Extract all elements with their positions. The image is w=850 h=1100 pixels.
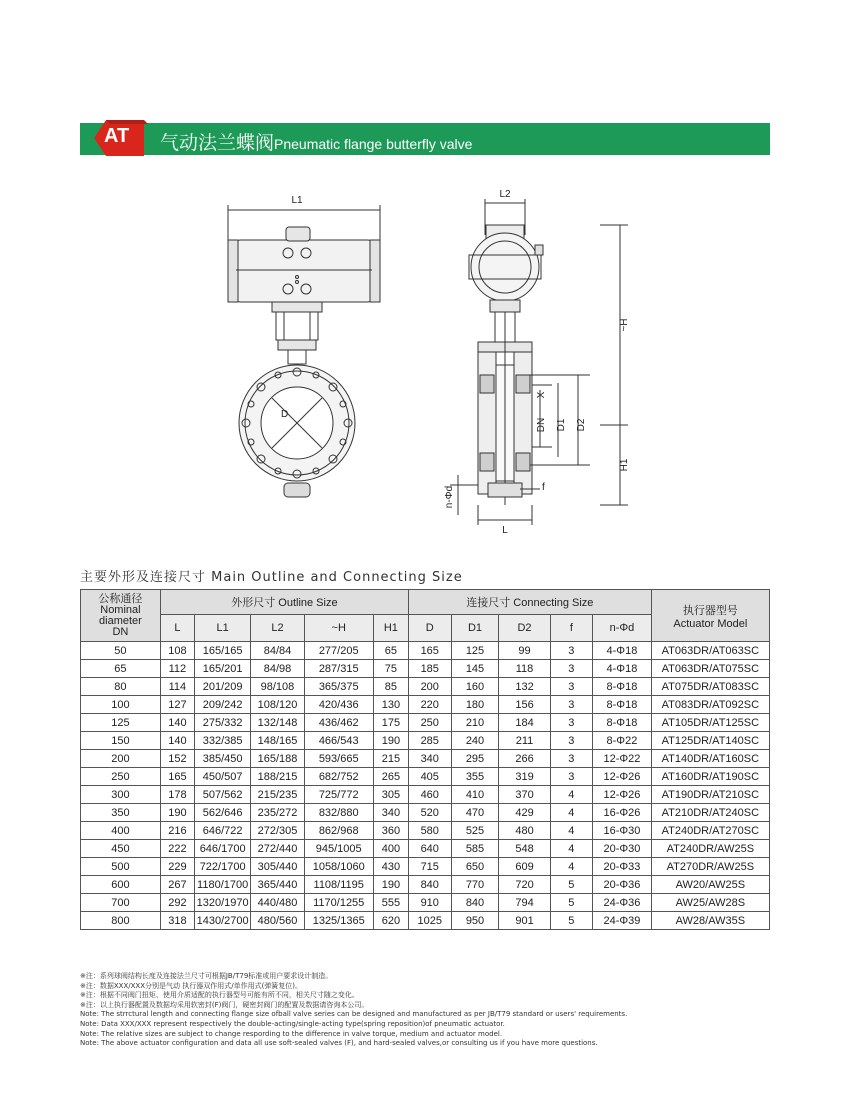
col-d2: D2 bbox=[499, 615, 550, 642]
table-cell: AT063DR/AT075SC bbox=[651, 660, 769, 678]
header-connecting-size: 连接尺寸 Connecting Size bbox=[408, 590, 651, 615]
table-cell: 794 bbox=[499, 894, 550, 912]
table-cell: AT140DR/AT160SC bbox=[651, 750, 769, 768]
table-cell: 65 bbox=[373, 642, 408, 660]
table-cell: 4 bbox=[550, 858, 593, 876]
table-cell: 222 bbox=[160, 840, 194, 858]
table-cell: 832/880 bbox=[304, 804, 373, 822]
table-cell: 85 bbox=[373, 678, 408, 696]
table-cell: 165/165 bbox=[194, 642, 250, 660]
header-dn-en3: DN bbox=[112, 625, 129, 638]
table-cell: 429 bbox=[499, 804, 550, 822]
table-cell: 1180/1700 bbox=[194, 876, 250, 894]
table-cell: 160 bbox=[451, 678, 499, 696]
table-cell: 190 bbox=[160, 804, 194, 822]
table-cell: 20-Φ36 bbox=[593, 876, 652, 894]
table-cell: 145 bbox=[451, 660, 499, 678]
table-cell: 24-Φ39 bbox=[593, 912, 652, 930]
table-cell: 770 bbox=[451, 876, 499, 894]
table-cell: 148/165 bbox=[251, 732, 304, 750]
table-cell: 84/98 bbox=[251, 660, 304, 678]
table-cell: 8-Φ18 bbox=[593, 714, 652, 732]
table-cell: 65 bbox=[81, 660, 161, 678]
table-cell: 295 bbox=[451, 750, 499, 768]
table-row bbox=[81, 822, 770, 840]
table-cell: 460 bbox=[408, 786, 451, 804]
header-outline-size: 外形尺寸 Outline Size bbox=[160, 590, 408, 615]
table-cell: 125 bbox=[81, 714, 161, 732]
table-cell: 188/215 bbox=[251, 768, 304, 786]
table-cell: 267 bbox=[160, 876, 194, 894]
note-line: ※注：以上执行器配置及数据均采用软密封(F)阀门，硬密封阀门的配置及数据请咨询本公司。 bbox=[80, 1000, 369, 1009]
table-cell: 3 bbox=[550, 768, 593, 786]
table-cell: 216 bbox=[160, 822, 194, 840]
table-cell: 585 bbox=[451, 840, 499, 858]
table-cell: 910 bbox=[408, 894, 451, 912]
table-cell: 319 bbox=[499, 768, 550, 786]
table-cell: AW25/AW28S bbox=[651, 894, 769, 912]
table-cell: 285 bbox=[408, 732, 451, 750]
table-cell: 277/205 bbox=[304, 642, 373, 660]
table-cell: 50 bbox=[81, 642, 161, 660]
table-cell: 80 bbox=[81, 678, 161, 696]
table-cell: 175 bbox=[373, 714, 408, 732]
table-cell: 3 bbox=[550, 660, 593, 678]
table-cell: 466/543 bbox=[304, 732, 373, 750]
table-cell: 292 bbox=[160, 894, 194, 912]
table-cell: 209/242 bbox=[194, 696, 250, 714]
table-row bbox=[81, 876, 770, 894]
at-badge bbox=[86, 118, 150, 158]
table-cell: 287/315 bbox=[304, 660, 373, 678]
table-cell: 580 bbox=[408, 822, 451, 840]
title-cn: 气动法兰蝶阀 bbox=[160, 132, 275, 154]
label-h1: H1 bbox=[619, 458, 630, 472]
table-cell: AT083DR/AT092SC bbox=[651, 696, 769, 714]
table-cell: AT240DR/AT270SC bbox=[651, 822, 769, 840]
table-cell: 340 bbox=[373, 804, 408, 822]
table-cell: 275/332 bbox=[194, 714, 250, 732]
table-cell: 840 bbox=[451, 894, 499, 912]
col-l2: L2 bbox=[251, 615, 304, 642]
table-row bbox=[81, 912, 770, 930]
table-cell: 332/385 bbox=[194, 732, 250, 750]
table-cell: 450/507 bbox=[194, 768, 250, 786]
table-cell: 127 bbox=[160, 696, 194, 714]
table-cell: 410 bbox=[451, 786, 499, 804]
table-row bbox=[81, 858, 770, 876]
table-cell: 355 bbox=[451, 768, 499, 786]
label-x: X bbox=[536, 391, 547, 399]
table-cell: 3 bbox=[550, 696, 593, 714]
table-cell: 240 bbox=[451, 732, 499, 750]
table-cell: 901 bbox=[499, 912, 550, 930]
table-row bbox=[81, 660, 770, 678]
table-cell: 3 bbox=[550, 714, 593, 732]
note-line: Note: The relative sizes are subject to change respording to the difference in valve torque, medium and actuator model. bbox=[80, 1029, 503, 1038]
table-cell: 500 bbox=[81, 858, 161, 876]
table-cell: 405 bbox=[408, 768, 451, 786]
table-cell: 450 bbox=[81, 840, 161, 858]
table-cell: 365/440 bbox=[251, 876, 304, 894]
table-row bbox=[81, 732, 770, 750]
table-cell: 305 bbox=[373, 786, 408, 804]
table-cell: 100 bbox=[81, 696, 161, 714]
table-cell: AT075DR/AT083SC bbox=[651, 678, 769, 696]
table-cell: 200 bbox=[81, 750, 161, 768]
header-dn bbox=[81, 590, 161, 642]
table-cell: 562/646 bbox=[194, 804, 250, 822]
table-cell: 8-Φ22 bbox=[593, 732, 652, 750]
table-cell: 190 bbox=[373, 732, 408, 750]
label-h: ~H bbox=[619, 318, 630, 332]
table-cell: 16-Φ26 bbox=[593, 804, 652, 822]
table-cell: 84/84 bbox=[251, 642, 304, 660]
label-d-front: D bbox=[281, 409, 289, 420]
table-cell: AT063DR/AT063SC bbox=[651, 642, 769, 660]
table-cell: AW28/AW35S bbox=[651, 912, 769, 930]
table-cell: 350 bbox=[81, 804, 161, 822]
header-dn-en2: diameter bbox=[99, 614, 142, 627]
label-f: f bbox=[542, 482, 545, 493]
spec-table bbox=[80, 589, 770, 930]
note-line: ※注：系列球阀结构长度及连接法兰尺寸可根据JB/T79标准或用户要求设计制造。 bbox=[80, 972, 333, 980]
table-cell: AT270DR/AW25S bbox=[651, 858, 769, 876]
table-row bbox=[81, 678, 770, 696]
table-cell: 165 bbox=[408, 642, 451, 660]
table-cell: 12-Φ26 bbox=[593, 786, 652, 804]
table-cell: 8-Φ18 bbox=[593, 678, 652, 696]
table-cell: 8-Φ18 bbox=[593, 696, 652, 714]
table-cell: 840 bbox=[408, 876, 451, 894]
table-cell: 108 bbox=[160, 642, 194, 660]
col-f: f bbox=[550, 615, 593, 642]
table-row bbox=[81, 750, 770, 768]
table-cell: 4 bbox=[550, 786, 593, 804]
table-cell: 340 bbox=[408, 750, 451, 768]
table-cell: 700 bbox=[81, 894, 161, 912]
table-cell: 715 bbox=[408, 858, 451, 876]
table-cell: 365/375 bbox=[304, 678, 373, 696]
table-cell: 480/560 bbox=[251, 912, 304, 930]
table-cell: 3 bbox=[550, 642, 593, 660]
table-cell: 3 bbox=[550, 678, 593, 696]
table-cell: 20-Φ30 bbox=[593, 840, 652, 858]
table-cell: 152 bbox=[160, 750, 194, 768]
table-cell: 24-Φ36 bbox=[593, 894, 652, 912]
table-cell: 1108/1195 bbox=[304, 876, 373, 894]
table-cell: 108/120 bbox=[251, 696, 304, 714]
note-line: ※注：根据不同阀门扭矩、使用介质适配的执行器型号可能有所不同，相关尺寸随之变化。 bbox=[80, 991, 359, 1000]
table-cell: 600 bbox=[81, 876, 161, 894]
table-cell: 609 bbox=[499, 858, 550, 876]
table-cell: 436/462 bbox=[304, 714, 373, 732]
table-cell: 1025 bbox=[408, 912, 451, 930]
title-en: Pneumatic flange butterfly valve bbox=[274, 136, 473, 152]
table-cell: 20-Φ33 bbox=[593, 858, 652, 876]
table-cell: 945/1005 bbox=[304, 840, 373, 858]
table-cell: 250 bbox=[81, 768, 161, 786]
table-cell: 548 bbox=[499, 840, 550, 858]
table-cell: 862/968 bbox=[304, 822, 373, 840]
col-d: D bbox=[408, 615, 451, 642]
table-cell: 650 bbox=[451, 858, 499, 876]
table-cell: 4 bbox=[550, 822, 593, 840]
table-row bbox=[81, 840, 770, 858]
table-cell: 4-Φ18 bbox=[593, 642, 652, 660]
table-cell: 220 bbox=[408, 696, 451, 714]
table-cell: 4-Φ18 bbox=[593, 660, 652, 678]
label-l1: L1 bbox=[291, 195, 303, 206]
header-actuator-en: Actuator Model bbox=[673, 617, 748, 630]
header-actuator-model bbox=[651, 590, 769, 642]
table-cell: 722/1700 bbox=[194, 858, 250, 876]
table-row bbox=[81, 714, 770, 732]
table-cell: 140 bbox=[160, 714, 194, 732]
table-cell: 156 bbox=[499, 696, 550, 714]
table-cell: AW20/AW25S bbox=[651, 876, 769, 894]
header-actuator-cn: 执行器型号 bbox=[682, 604, 738, 617]
table-cell: 1170/1255 bbox=[304, 894, 373, 912]
col-h1: H1 bbox=[373, 615, 408, 642]
label-nd: n-Φd bbox=[444, 485, 455, 509]
table-cell: 215/235 bbox=[251, 786, 304, 804]
col-nd: n-Φd bbox=[593, 615, 652, 642]
table-cell: 4 bbox=[550, 804, 593, 822]
table-cell: 682/752 bbox=[304, 768, 373, 786]
table-row bbox=[81, 786, 770, 804]
label-l: L bbox=[502, 525, 508, 536]
table-cell: 12-Φ22 bbox=[593, 750, 652, 768]
technical-drawings bbox=[180, 185, 660, 540]
table-cell: 190 bbox=[373, 876, 408, 894]
table-cell: 201/209 bbox=[194, 678, 250, 696]
table-cell: 620 bbox=[373, 912, 408, 930]
table-cell: 370 bbox=[499, 786, 550, 804]
table-cell: 3 bbox=[550, 750, 593, 768]
note-line: Note: Data XXX/XXX represent respectively the double-acting/single-acting type(spring reposition)of pneumatic actuator. bbox=[80, 1019, 505, 1028]
table-cell: 400 bbox=[81, 822, 161, 840]
table-cell: 593/665 bbox=[304, 750, 373, 768]
table-cell: 211 bbox=[499, 732, 550, 750]
table-cell: 520 bbox=[408, 804, 451, 822]
table-cell: 210 bbox=[451, 714, 499, 732]
table-cell: 646/722 bbox=[194, 822, 250, 840]
table-cell: 130 bbox=[373, 696, 408, 714]
table-cell: 470 bbox=[451, 804, 499, 822]
page-title bbox=[160, 128, 472, 155]
table-cell: 250 bbox=[408, 714, 451, 732]
spec-table-body bbox=[81, 642, 770, 930]
table-cell: 400 bbox=[373, 840, 408, 858]
table-cell: 950 bbox=[451, 912, 499, 930]
note-line: Note: The above actuator configuration and data all use soft-sealed valves (F), and hard-sealed valves,or consulting us if you have more questions. bbox=[80, 1039, 598, 1048]
badge-label: AT bbox=[104, 125, 130, 147]
table-cell: 300 bbox=[81, 786, 161, 804]
table-cell: 725/772 bbox=[304, 786, 373, 804]
table-cell: 646/1700 bbox=[194, 840, 250, 858]
table-row bbox=[81, 768, 770, 786]
table-cell: 184 bbox=[499, 714, 550, 732]
table-cell: 360 bbox=[373, 822, 408, 840]
table-cell: AT160DR/AT190SC bbox=[651, 768, 769, 786]
table-row bbox=[81, 642, 770, 660]
table-cell: 1320/1970 bbox=[194, 894, 250, 912]
table-cell: 132/148 bbox=[251, 714, 304, 732]
table-row bbox=[81, 696, 770, 714]
table-cell: 720 bbox=[499, 876, 550, 894]
table-cell: 4 bbox=[550, 840, 593, 858]
table-cell: 266 bbox=[499, 750, 550, 768]
col-d1: D1 bbox=[451, 615, 499, 642]
table-cell: 229 bbox=[160, 858, 194, 876]
table-cell: 178 bbox=[160, 786, 194, 804]
table-cell: 132 bbox=[499, 678, 550, 696]
table-cell: 140 bbox=[160, 732, 194, 750]
table-cell: 5 bbox=[550, 894, 593, 912]
table-cell: 12-Φ26 bbox=[593, 768, 652, 786]
table-cell: 3 bbox=[550, 732, 593, 750]
table-cell: AT210DR/AT240SC bbox=[651, 804, 769, 822]
table-cell: 165 bbox=[160, 768, 194, 786]
col-l: L bbox=[160, 615, 194, 642]
table-cell: 165/188 bbox=[251, 750, 304, 768]
table-cell: 272/305 bbox=[251, 822, 304, 840]
table-cell: 525 bbox=[451, 822, 499, 840]
table-cell: 114 bbox=[160, 678, 194, 696]
table-cell: 185 bbox=[408, 660, 451, 678]
table-cell: 318 bbox=[160, 912, 194, 930]
table-cell: AT190DR/AT210SC bbox=[651, 786, 769, 804]
table-cell: 180 bbox=[451, 696, 499, 714]
table-cell: 420/436 bbox=[304, 696, 373, 714]
table-cell: AT240DR/AW25S bbox=[651, 840, 769, 858]
table-cell: 305/440 bbox=[251, 858, 304, 876]
table-cell: AT125DR/AT140SC bbox=[651, 732, 769, 750]
table-cell: 75 bbox=[373, 660, 408, 678]
note-line: Note: The strrctural length and connecting flange size ofball valve series can be designed and manufactured as per JB/T79 standard or users' requirements. bbox=[80, 1010, 628, 1019]
table-cell: 507/562 bbox=[194, 786, 250, 804]
table-cell: 235/272 bbox=[251, 804, 304, 822]
col-h: ~H bbox=[304, 615, 373, 642]
table-cell: 272/440 bbox=[251, 840, 304, 858]
notes bbox=[80, 972, 770, 1049]
table-cell: 112 bbox=[160, 660, 194, 678]
table-cell: 1058/1060 bbox=[304, 858, 373, 876]
table-cell: 1430/2700 bbox=[194, 912, 250, 930]
table-cell: 5 bbox=[550, 912, 593, 930]
table-cell: 150 bbox=[81, 732, 161, 750]
note-line: ※注：数据XXX/XXX分别是气动 执行器双作用式/单作用式(弹簧复位)。 bbox=[80, 981, 303, 990]
label-l2: L2 bbox=[499, 189, 511, 200]
table-cell: 430 bbox=[373, 858, 408, 876]
table-row bbox=[81, 804, 770, 822]
table-cell: 385/450 bbox=[194, 750, 250, 768]
table-cell: 1325/1365 bbox=[304, 912, 373, 930]
table-cell: 99 bbox=[499, 642, 550, 660]
table-cell: AT105DR/AT125SC bbox=[651, 714, 769, 732]
table-cell: 200 bbox=[408, 678, 451, 696]
label-d2: D2 bbox=[576, 418, 587, 432]
table-cell: 16-Φ30 bbox=[593, 822, 652, 840]
valve-drawing bbox=[180, 185, 660, 540]
table-cell: 265 bbox=[373, 768, 408, 786]
table-cell: 5 bbox=[550, 876, 593, 894]
header-dn-cn: 公称通径 bbox=[98, 592, 143, 605]
table-cell: 480 bbox=[499, 822, 550, 840]
table-cell: 440/480 bbox=[251, 894, 304, 912]
table-cell: 165/201 bbox=[194, 660, 250, 678]
table-row bbox=[81, 894, 770, 912]
header-dn-en1: Nominal bbox=[100, 603, 141, 616]
table-cell: 640 bbox=[408, 840, 451, 858]
table-cell: 800 bbox=[81, 912, 161, 930]
table-cell: 215 bbox=[373, 750, 408, 768]
table-cell: 125 bbox=[451, 642, 499, 660]
table-cell: 555 bbox=[373, 894, 408, 912]
table-cell: 98/108 bbox=[251, 678, 304, 696]
section-title: 主要外形及连接尺寸 Main Outline and Connecting Size bbox=[80, 570, 463, 585]
label-dn: DN bbox=[536, 417, 547, 433]
label-d1: D1 bbox=[556, 418, 567, 432]
col-l1: L1 bbox=[194, 615, 250, 642]
table-cell: 118 bbox=[499, 660, 550, 678]
